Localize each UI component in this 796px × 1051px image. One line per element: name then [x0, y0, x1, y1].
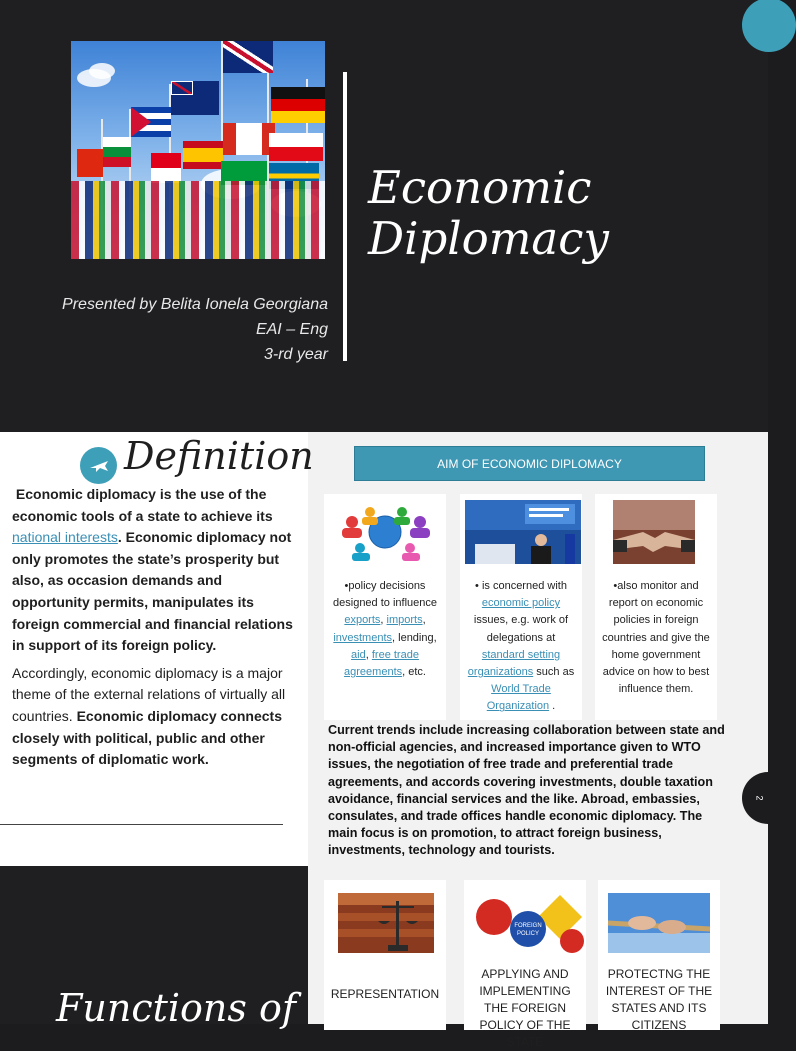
function-label-representation: REPRESENTATION — [330, 987, 440, 1001]
world-flags-image — [71, 41, 325, 259]
current-trends-text: Current trends include increasing collaboration between state and non-official agencies, and increased importance given to WTO issues, the negotiation of free trade and preferential trade agreements, and accords covering investments, double taxation avoidance, financial services and the like. Abroad, embassies, consulates, and trade offices handle economic diplomacy. The main focus is on promotion, to attract foreign business, investments, technology and tourists. — [328, 723, 725, 858]
aim-card-economic-policy — [460, 494, 582, 720]
definition-heading: Definition — [124, 434, 314, 478]
accent-circle — [742, 0, 796, 52]
title-divider — [343, 72, 347, 361]
aim-card-monitor-report — [595, 494, 717, 720]
imports-link[interactable]: imports — [386, 614, 423, 627]
presenter-name: Presented by Belita Ionela Georgiana — [62, 296, 328, 313]
function-label-foreign-policy: APPLYING AND IMPLEMENTING THE FOREIGN POLICY OF THE STATE — [479, 967, 571, 1049]
tug-of-war-rope-image — [608, 893, 710, 953]
exports-link[interactable]: exports — [344, 614, 381, 627]
economic-policy-link[interactable]: economic policy — [481, 597, 561, 610]
function-card-protecting — [598, 880, 720, 1030]
national-interests-link[interactable]: national interests — [12, 529, 118, 546]
functions-heading: Functions of — [56, 986, 296, 1030]
page-title — [368, 162, 758, 264]
definition-paragraph-2: Accordingly, economic diplomacy is a major theme of the external relations of virtually all countries. Economic diplomacy connects closely with political, public and other segments of diplomatic work. — [12, 664, 286, 768]
people-globe-image — [330, 500, 440, 564]
page-number-badge: 2 — [742, 772, 794, 824]
definition-panel — [0, 432, 314, 866]
title-line-1: Economic — [368, 161, 592, 214]
aim-card-text-3: •also monitor and report on economic policies in foreign countries and give the home government advice on how to best influence them. — [602, 580, 710, 696]
definition-slide — [0, 432, 768, 866]
functions-slide — [0, 866, 768, 1049]
sign-text-policy: POLICY — [516, 931, 540, 937]
definition-text — [12, 484, 302, 777]
free-trade-agreements-link[interactable]: free trade agreements — [344, 648, 419, 679]
scales-of-justice-image — [338, 893, 434, 953]
section-divider — [0, 824, 283, 825]
standard-setting-organizations-link[interactable]: standard setting organizations — [467, 648, 561, 679]
presenter-info — [8, 292, 328, 367]
sign-text-foreign: FOREIGN — [514, 923, 542, 929]
handshake-image — [613, 500, 695, 564]
function-label-protecting: PROTECTNG THE INTEREST OF THE STATES AND ITS CITIZENS — [605, 967, 713, 1032]
title-slide — [0, 0, 768, 432]
foreign-policy-signs-image — [472, 893, 582, 953]
aid-link[interactable]: aid — [351, 648, 366, 661]
title-line-2: Diplomacy — [368, 212, 609, 265]
aim-card-text-2: • is concerned with economic policy issues, e.g. work of delegations at standard setting organizations such as World Trade Organization . — [467, 580, 575, 713]
aim-card-policy-decisions — [324, 494, 446, 720]
world-trade-organization-link[interactable]: World Trade Organization — [486, 683, 551, 713]
airplane-icon — [80, 447, 117, 484]
definition-paragraph-1: Economic diplomacy is the use of the economic tools of a state to achieve its national interests. Economic diplomacy not only promotes the state’s prosperity but also, as occasion demands and opportunity permits, manipulates its foreign commercial and financial relations in support of its foreign policy. — [12, 486, 293, 654]
aim-heading-bar: AIM OF ECONOMIC DIPLOMACY — [354, 446, 705, 481]
presenter-year: 3-rd year — [263, 346, 328, 363]
function-card-foreign-policy — [464, 880, 586, 1049]
presenter-program: EAI – Eng — [255, 321, 328, 338]
function-card-representation — [324, 880, 446, 1030]
aim-card-text-1: •policy decisions designed to influence exports, imports, investments, lending, aid, free trade agreements, etc. — [333, 580, 437, 679]
investments-link[interactable]: investments — [333, 631, 393, 644]
conference-speaker-image — [465, 500, 581, 564]
